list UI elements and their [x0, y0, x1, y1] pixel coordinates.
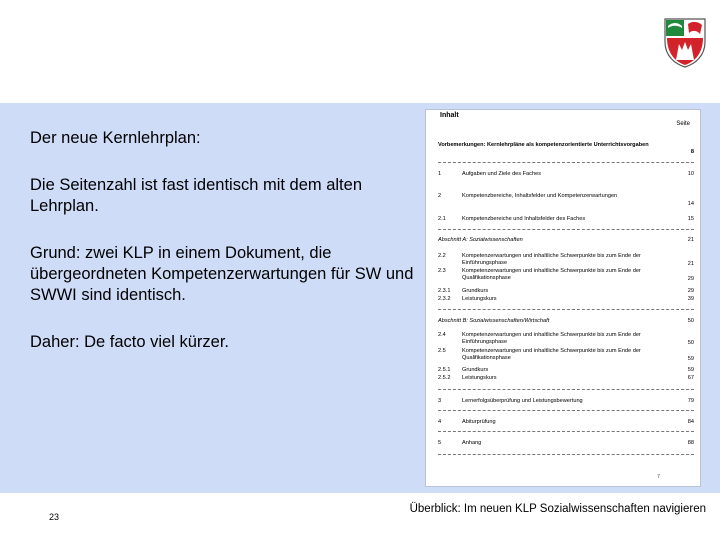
- toc-divider: [438, 229, 694, 230]
- toc-page-image: Inhalt Seite Vorbemerkungen: Kernlehrpläne als kompetenzorientierte Unterrichtsvorgaben 8 1 Aufgaben und Ziele des Faches 10 2 Kompetenzbereiche, Inhaltsfelder und Kompetenzerwartungen 14 2.1 Kompetenzbereiche und Inhaltsfelder des Faches 15 Abschnitt A: Sozialwissenschaften 21 2.2 Kompetenzerwartungen und inhaltliche Schwerpunkte bis zum Ende der Einführungsphase 21 2.3 Kompetenzerwartungen und inhaltliche Schwerpunkte bis zum Ende der Qualifikationsphase 29 2.3.1 Grundkurs 29 2.3.2 Leistungskurs 39 Abschnitt B: Sozialwissenschaften/Wirtschaft 50 2.4 Kompetenzerwartungen und inhaltliche Schwerpunkte bis zum Ende der Einführungsphase 50 2.5 Kompetenzerwartungen und inhaltliche Schwerpunkte bis zum Ende der Qualifikationsphase 59 2.5.1 Grundkurs 59 2.5.2 Leistungskurs 67 3 Lernerfolgsüberprüfung und Leistungsbewertung 79 4 Abiturprüfung 84 5 Anhang 88 7: [426, 110, 700, 486]
- paragraph-page-count: Die Seitenzahl ist fast identisch mit dem alten Lehrplan.: [30, 176, 362, 215]
- slide-number: 23: [49, 512, 60, 522]
- paragraph-reason: Grund: zwei KLP in einem Dokument, die übergeordneten Kompetenzerwartungen für SW und SWWI sind identisch.: [30, 244, 414, 304]
- toc-divider: [438, 431, 694, 432]
- paragraph-intro: Der neue Kernlehrplan:: [30, 129, 201, 147]
- paragraph-conclusion: Daher: De facto viel kürzer.: [30, 333, 229, 351]
- toc-title: Inhalt: [440, 112, 459, 119]
- toc-seite-label: Seite: [676, 121, 690, 127]
- toc-divider: [438, 389, 694, 390]
- toc-divider: [438, 410, 694, 411]
- slide-text: [30, 128, 420, 379]
- coat-of-arms-logo: [662, 16, 708, 68]
- toc-divider: [438, 309, 694, 310]
- toc-divider: [438, 162, 694, 163]
- footer-text: Überblick: Im neuen KLP Sozialwissenschaften navigieren: [409, 503, 706, 515]
- toc-page-number: 7: [657, 474, 661, 480]
- toc-divider: [438, 454, 694, 455]
